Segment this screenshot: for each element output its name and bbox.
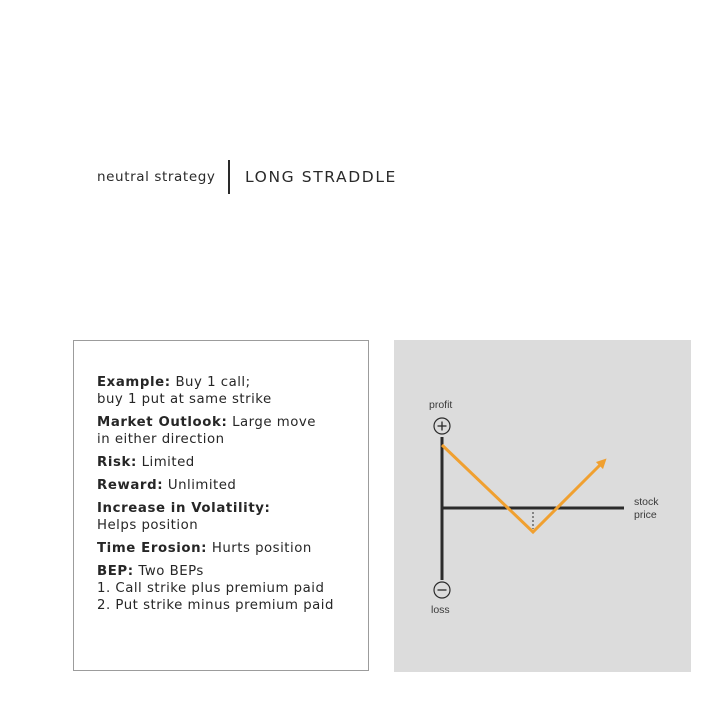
fact-value: buy 1 put at same strike (97, 392, 272, 407)
payoff-diagram-svg (394, 340, 691, 672)
fact-time-erosion (97, 540, 334, 557)
fact-value: 2. Put strike minus premium paid (97, 598, 334, 613)
fact-risk (97, 454, 334, 471)
fact-value: 1. Call strike plus premium paid (97, 581, 325, 596)
fact-value: Helps position (97, 518, 199, 533)
page-title: LONG STRADDLE (244, 168, 397, 186)
fact-label: BEP: (97, 564, 134, 579)
fact-label: Time Erosion: (97, 541, 208, 556)
fact-value: Two BEPs (138, 564, 204, 579)
profit-label: profit (429, 399, 453, 411)
fact-value: Limited (141, 455, 195, 470)
fact-value: Buy 1 call; (175, 375, 251, 390)
fact-example (97, 374, 334, 408)
fact-label: Reward: (97, 478, 164, 493)
fact-volatility (97, 500, 334, 534)
fact-value: in either direction (97, 432, 225, 447)
fact-label: Example: (97, 375, 171, 390)
fact-market-outlook (97, 414, 334, 448)
loss-label: loss (431, 604, 450, 616)
page-header (97, 160, 397, 194)
price-label: price (634, 509, 657, 521)
fact-value: Hurts position (211, 541, 312, 556)
header-divider (228, 160, 230, 194)
payoff-line (442, 445, 603, 532)
payoff-diagram (394, 340, 691, 672)
fact-value: Large move (232, 415, 316, 430)
facts-list (97, 374, 334, 620)
strategy-category: neutral strategy (97, 169, 216, 185)
fact-reward (97, 477, 334, 494)
fact-label: Risk: (97, 455, 137, 470)
stock-label: stock (634, 496, 659, 508)
fact-bep (97, 563, 334, 614)
fact-label: Increase in Volatility: (97, 501, 271, 516)
fact-label: Market Outlook: (97, 415, 228, 430)
fact-value: Unlimited (167, 478, 237, 493)
strategy-facts-box (73, 340, 369, 671)
